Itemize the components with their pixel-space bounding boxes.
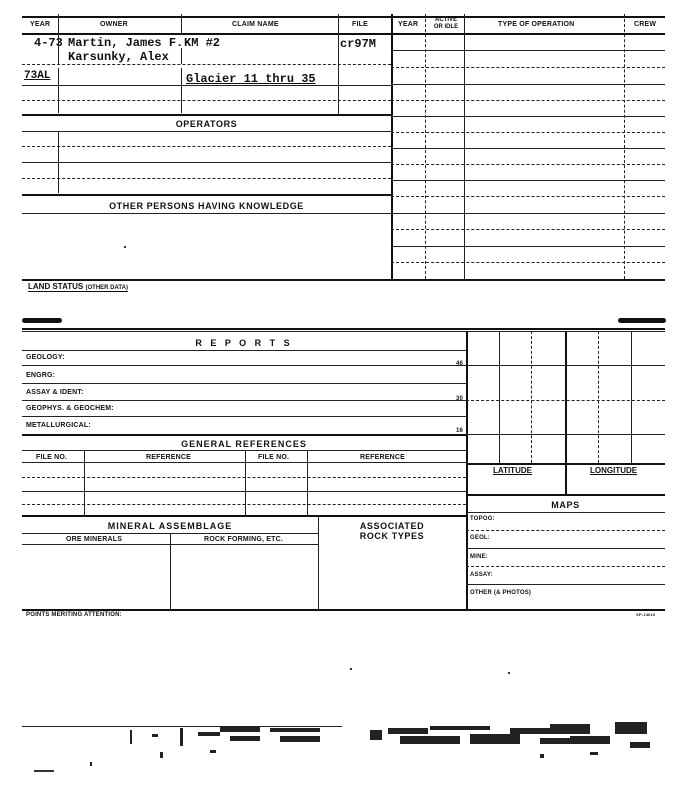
ore-minerals-label: ORE MINERALS [66,536,123,543]
maps-rule-2 [466,548,665,549]
maps-heading: MAPS [551,500,580,510]
active-label: ACTIVE [434,17,457,23]
entry-claim-1: KM #2 [184,36,221,50]
div-active [464,14,465,279]
maps-rule-1 [466,530,665,531]
noise-speck-4 [508,672,510,674]
latitude-label: LATITUDE [493,466,532,475]
ref-file-no-2: FILE NO. [258,454,290,461]
right-rule-11 [391,213,665,214]
grid-h1 [466,365,665,366]
reports-top-rule-2 [22,331,665,332]
reports-rule-2 [22,383,466,384]
rule-d [22,114,391,116]
refs-rule-4 [22,504,466,505]
scan-blot-right [618,318,666,323]
right-rule-7 [391,148,665,149]
map-geol: GEOL: [470,535,490,541]
reports-rule-1 [22,365,466,366]
grid-v2 [531,331,532,463]
ref-file-no-1: FILE NO. [36,454,68,461]
map-topog: TOPOG: [470,516,495,522]
rule-g [22,162,391,163]
refs-rule-1 [22,462,466,463]
rule-h [22,178,391,179]
reports-right-divider [466,331,468,609]
reports-rule-0 [22,350,466,351]
header-top-rule [22,16,665,18]
entry-div-year [58,34,59,64]
general-references-heading: GENERAL REFERENCES [181,439,307,449]
margin-30: 30 [456,396,464,402]
col-crew: CREW [634,21,657,28]
div-file-main [391,14,393,279]
right-rule-14 [391,262,665,263]
right-rule-2 [391,67,665,68]
entry-div-owner-b [181,68,182,113]
reports-rule-3 [22,400,466,401]
refs-rule-2 [22,477,466,478]
col-type-of-operation: TYPE OF OPERATION [498,21,575,28]
rule-c [22,100,391,101]
entry-claim-3: Glacier 11 thru 35 [186,72,316,86]
log-bottom-rule [22,279,665,281]
refs-div-2 [245,450,246,515]
grid-v5 [631,331,632,463]
refs-rule-0 [22,450,466,451]
entry-div-year-b [58,68,59,113]
refs-div-3 [307,450,308,515]
entry-owner-1: Martin, James F. [68,36,184,50]
map-assay: ASSAY: [470,572,493,578]
grid-h5 [466,494,665,496]
entry-div-owner [181,48,182,64]
idle-label: OR IDLE [433,24,459,30]
col-year: YEAR [30,21,51,28]
right-rule-12 [391,229,665,230]
operators-heading: OPERATORS [175,119,238,129]
report-metallurgical: METALLURGICAL: [26,422,91,429]
map-other: OTHER (& PHOTOS) [470,590,532,596]
refs-rule-3 [22,491,466,492]
associated-rock-types-heading [318,521,466,541]
rule-i [22,194,391,196]
grid-h2 [466,400,665,401]
noise-speck-1 [34,770,54,772]
maps-rule-3 [466,566,665,567]
header-bottom-rule [22,33,665,35]
grid-h3 [466,434,665,435]
associated-line-2: ROCK TYPES [359,531,425,541]
rule-j [22,213,391,214]
ref-reference-2: REFERENCE [360,454,405,461]
right-rule-1 [391,50,665,51]
right-rule-6 [391,132,665,133]
right-rule-4 [391,100,665,101]
div-owner [181,14,182,34]
mineral-assemblage-heading: MINERAL ASSEMBLAGE [107,521,233,531]
reports-heading: R E P O R T S [195,338,293,348]
longitude-label: LONGITUDE [590,466,638,475]
col-claim-name: CLAIM NAME [232,21,279,28]
scan-noise-image [70,722,660,782]
entry-owner-2: Karsunky, Alex [68,50,169,64]
grid-v3 [565,331,567,494]
map-mine: MINE: [470,554,488,560]
col-active-idle [430,17,462,31]
grid-v1 [499,331,500,463]
noise-speck-2 [124,246,126,248]
right-rule-9 [391,180,665,181]
right-rule-3 [391,84,665,85]
right-rule-5 [391,116,665,117]
refs-bottom-rule [22,515,466,517]
reports-rule-5 [22,434,466,436]
associated-line-1: ASSOCIATED [359,521,425,531]
col-year-2: YEAR [398,21,419,28]
right-rule-10 [391,196,665,197]
rule-a [22,64,391,65]
rule-f [22,146,391,147]
right-rule-13 [391,246,665,247]
entry-file-1: cr97M [340,37,377,51]
col-file: FILE [352,21,368,28]
rule-e [22,131,391,132]
div-year2 [425,14,426,279]
scan-blot-left [22,318,62,323]
report-engrg: ENGRG: [26,372,56,379]
margin-46: 46 [456,361,464,367]
entry-year-3: 73AL [24,70,51,82]
maps-rule-0 [466,512,665,513]
other-persons-heading: OTHER PERSONS HAVING KNOWLEDGE [109,201,304,211]
rule-b [22,85,391,86]
div-type [624,14,625,279]
ref-reference-1: REFERENCE [146,454,191,461]
land-status-title: LAND STATUS [28,282,84,291]
margin-16: 16 [456,428,464,434]
refs-div-1 [84,450,85,515]
noise-speck-3 [350,668,352,670]
mineral-mid-divider [170,533,171,609]
land-status-label [28,282,128,292]
land-status-sub: (OTHER DATA) [85,285,128,291]
report-geology: GEOLOGY: [26,354,65,361]
form-number: SP-14616 [636,612,656,617]
div-year [58,14,59,34]
col-owner: OWNER [100,21,128,28]
grid-h4 [466,463,665,465]
rock-forming-label: ROCK FORMING, ETC. [204,536,284,543]
grid-v4 [598,331,599,463]
report-geophys: GEOPHYS. & GEOCHEM: [26,405,114,412]
reports-rule-4 [22,416,466,417]
entry-year-1: 4-73 [34,36,63,50]
div-claim [338,14,339,34]
points-meriting-label: POINTS MERITING ATTENTION: [26,612,122,618]
report-assay: ASSAY & IDENT: [26,389,84,396]
maps-rule-4 [466,584,665,585]
entry-div-claim [338,34,339,114]
reports-top-rule [22,328,665,330]
reports-bottom-rule [22,609,665,611]
right-rule-8 [391,164,665,165]
